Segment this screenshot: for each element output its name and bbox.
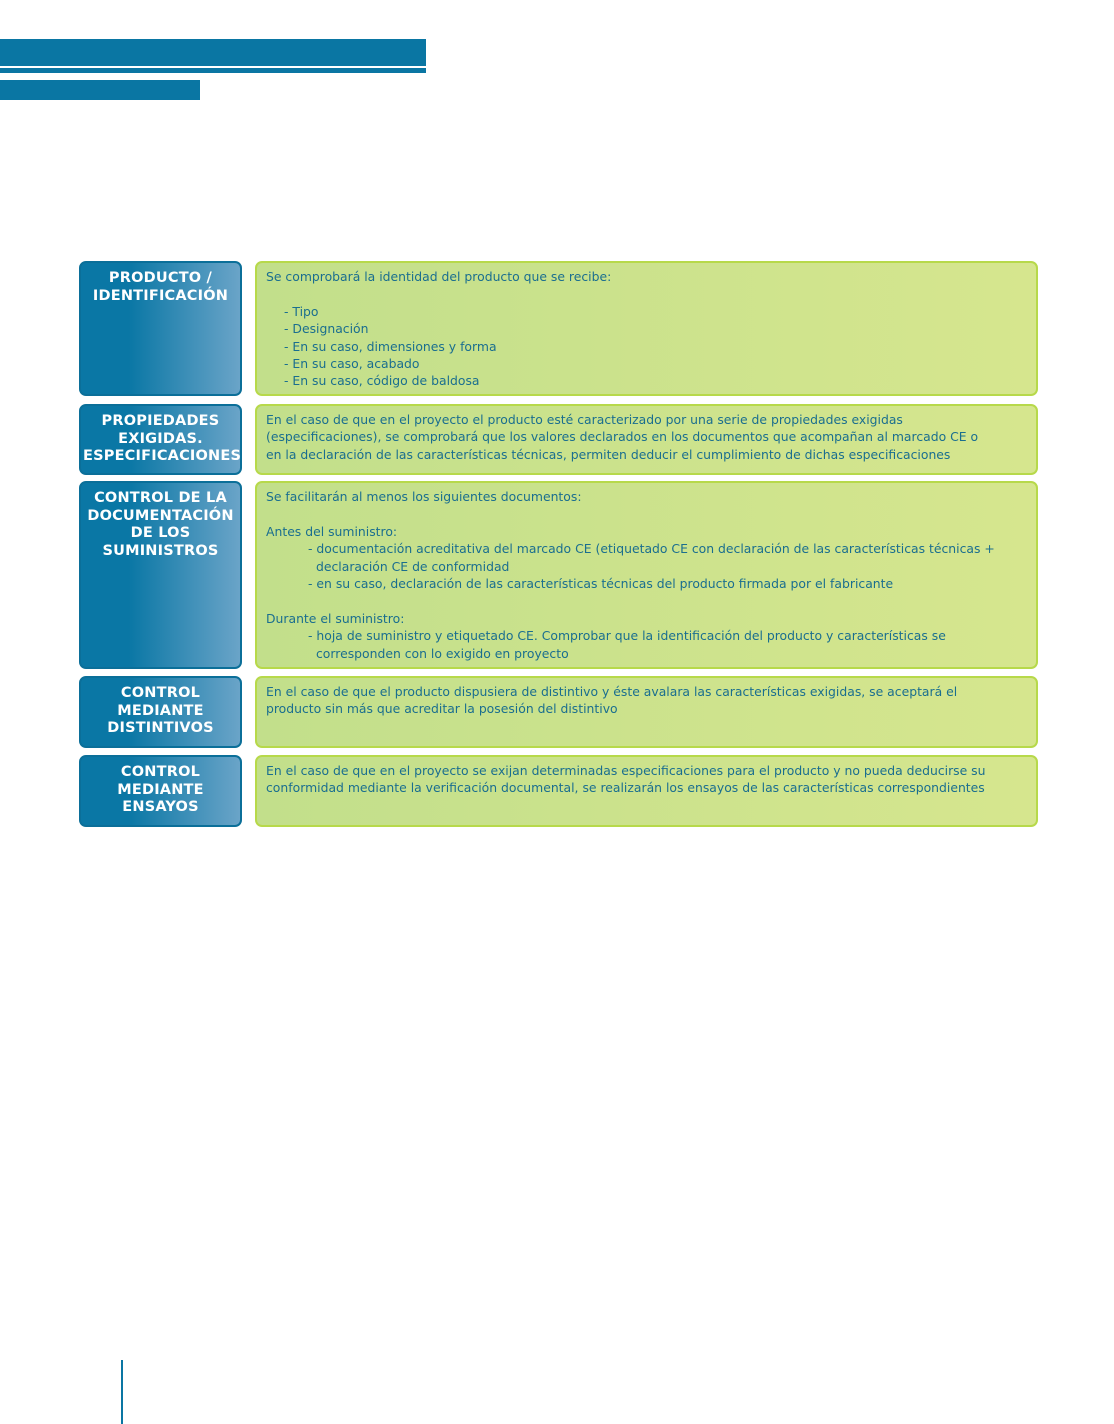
row-label <box>79 481 242 669</box>
row-label-line: IDENTIFICACIÓN <box>92 287 229 304</box>
content-line: Se comprobará la identidad del producto que se recibe: <box>266 269 612 284</box>
row-label-line: DE LOS <box>130 525 191 541</box>
footer-rule <box>121 1360 123 1424</box>
table-row <box>79 676 1038 748</box>
row-label-line: DOCUMENTACIÓN <box>87 507 234 524</box>
row-content <box>255 676 1038 748</box>
content-line <box>266 505 1028 522</box>
content-line: - Tipo <box>284 303 319 319</box>
content-line: - En su caso, código de baldosa <box>284 373 480 389</box>
content-line: En el caso de que en el proyecto se exijan determinadas especificaciones para el producto y no pueda deducirse su <box>266 763 986 778</box>
content-line: Durante el suministro: <box>266 610 405 626</box>
content-line: En el caso de que en el proyecto el producto esté caracterizado por una serie de propiedades exigidas <box>266 412 903 427</box>
row-label <box>79 261 242 396</box>
content-line: Se facilitarán al menos los siguientes documentos: <box>266 489 582 504</box>
content-line: - documentación acreditativa del marcado CE (etiquetado CE con declaración de las características técnicas + <box>308 541 995 557</box>
row-label-line: PRODUCTO / <box>108 270 213 286</box>
content-line <box>266 285 1028 302</box>
row-label-line: MEDIANTE <box>117 702 204 719</box>
row-label-line: CONTROL <box>120 764 201 780</box>
table-row <box>79 481 1038 669</box>
content-line: - hoja de suministro y etiquetado CE. Comprobar que la identificación del producto y características se <box>308 628 946 644</box>
row-label <box>79 755 242 827</box>
row-label-line: CONTROL DE LA <box>94 490 227 506</box>
header-subbar <box>0 80 200 100</box>
content-line: - En su caso, acabado <box>284 356 420 372</box>
row-content <box>255 481 1038 669</box>
row-content <box>255 261 1038 396</box>
row-label-line: CONTROL <box>120 685 201 701</box>
row-label <box>79 404 242 475</box>
table-row <box>79 404 1038 475</box>
table-row <box>79 755 1038 827</box>
content-line: corresponden con lo exigido en proyecto <box>316 645 569 661</box>
row-label-line: ENSAYOS <box>122 799 199 815</box>
row-content <box>255 755 1038 827</box>
content-line <box>266 592 1028 609</box>
content-line: En el caso de que el producto dispusiera de distintivo y éste avalara las características exigidas, se aceptará el <box>266 684 958 699</box>
row-label-line: ESPECIFICACIONES <box>83 448 242 464</box>
content-line: producto sin más que acreditar la posesión del distintivo <box>266 701 618 717</box>
row-content <box>255 404 1038 475</box>
row-label-line: DISTINTIVOS <box>107 720 214 736</box>
content-line: conformidad mediante la verificación documental, se realizarán los ensayos de las características correspondientes <box>266 780 985 796</box>
content-line: Antes del suministro: <box>266 523 398 539</box>
row-label-line: SUMINISTROS <box>102 542 219 559</box>
content-line: - En su caso, dimensiones y forma <box>284 338 497 354</box>
row-label <box>79 676 242 748</box>
content-line: (especificaciones), se comprobará que los valores declarados en los documentos que acompañan al marcado CE o <box>266 429 979 445</box>
header-rule <box>0 68 426 73</box>
table-row <box>79 261 1038 396</box>
row-label-line: MEDIANTE <box>117 781 204 798</box>
header-bar <box>0 39 426 66</box>
content-line: - Designación <box>284 321 369 337</box>
content-line: declaración CE de conformidad <box>316 558 510 574</box>
row-label-line: EXIGIDAS. <box>118 430 203 447</box>
row-label-line: PROPIEDADES <box>101 413 220 429</box>
content-line: en la declaración de las características técnicas, permiten deducir el cumplimiento de dichas especificaciones <box>266 446 951 462</box>
content-line: - en su caso, declaración de las características técnicas del producto firmada por el fabricante <box>308 576 894 592</box>
